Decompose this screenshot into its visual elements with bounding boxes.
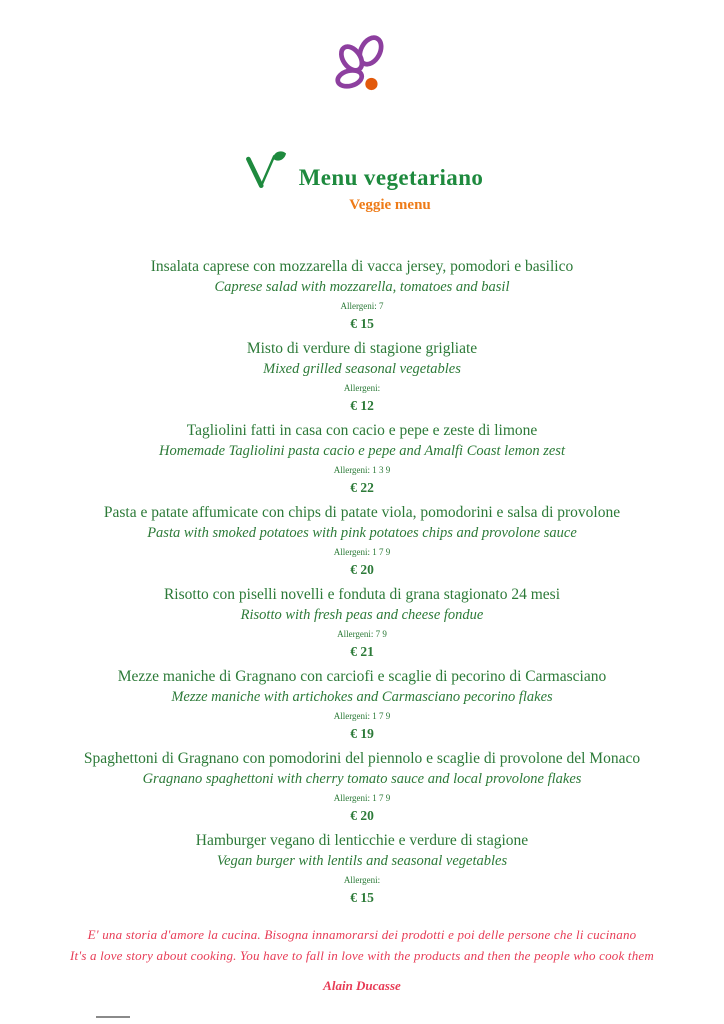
dish-name: Pasta e patate affumicate con chips di patate viola, pomodorini e salsa di provolone	[103, 504, 621, 521]
dish-translation: Caprese salad with mozzarella, tomatoes and basil	[214, 279, 510, 295]
quote-author: Alain Ducasse	[323, 978, 401, 993]
dish-translation: Mezze maniche with artichokes and Carmasciano pecorino flakes	[171, 689, 553, 705]
menu-header	[0, 149, 724, 214]
dish-allergens: Allergeni: 1 7 9	[333, 793, 391, 803]
dish-price: € 12	[350, 398, 374, 413]
menu-item	[0, 256, 724, 332]
dish-translation: Pasta with smoked potatoes with pink potatoes chips and provolone sauce	[147, 525, 577, 541]
dish-allergens: Allergeni: 1 7 9	[333, 711, 391, 721]
quote-italian: E' una storia d'amore la cucina. Bisogna innamorarsi dei prodotti e poi delle persone che li cucinano	[87, 927, 637, 942]
menu-title-row	[0, 149, 724, 193]
dish-allergens: Allergeni: 7 9	[337, 629, 387, 639]
restaurant-logo	[0, 0, 724, 105]
dish-translation: Vegan burger with lentils and seasonal vegetables	[216, 853, 508, 869]
dish-price: € 21	[350, 644, 374, 659]
menu-item	[0, 748, 724, 824]
vegetarian-v-leaf-icon	[241, 149, 287, 193]
menu-item	[0, 584, 724, 660]
dish-price: € 22	[350, 480, 374, 495]
dish-price: € 15	[350, 316, 374, 331]
menu-item	[0, 830, 724, 906]
dish-name: Tagliolini fatti in casa con cacio e pepe e zeste di limone	[186, 422, 538, 439]
menu-item	[0, 420, 724, 496]
menu-item	[0, 666, 724, 742]
dish-price: € 19	[350, 726, 374, 741]
page-bottom-mark	[96, 1016, 130, 1018]
dish-price: € 15	[350, 890, 374, 905]
dish-translation: Gragnano spaghettoni with cherry tomato sauce and local provolone flakes	[142, 771, 582, 787]
dish-name: Misto di verdure di stagione grigliate	[246, 340, 478, 357]
dish-translation: Homemade Tagliolini pasta cacio e pepe and Amalfi Coast lemon zest	[159, 443, 565, 459]
dish-name: Hamburger vegano di lenticchie e verdure di stagione	[195, 832, 529, 849]
page-subtitle: Veggie menu	[349, 197, 431, 213]
chef-quote	[0, 924, 724, 994]
dish-allergens: Allergeni: 1 7 9	[333, 547, 391, 557]
flower-logo-icon	[329, 87, 395, 104]
dish-price: € 20	[350, 808, 374, 823]
dish-translation: Risotto with fresh peas and cheese fondue	[240, 607, 484, 623]
dish-price: € 20	[350, 562, 374, 577]
dish-allergens: Allergeni:	[343, 383, 381, 393]
quote-english: It's a love story about cooking. You have to fall in love with the products and then the people who cook them	[70, 948, 654, 963]
dish-name: Spaghettoni di Gragnano con pomodorini del piennolo e scaglie di provolone del Monaco	[83, 750, 641, 767]
menu-item	[0, 502, 724, 578]
dish-name: Insalata caprese con mozzarella di vacca jersey, pomodori e basilico	[150, 258, 574, 275]
dish-allergens: Allergeni:	[343, 875, 381, 885]
dish-name: Mezze maniche di Gragnano con carciofi e scaglie di pecorino di Carmasciano	[117, 668, 607, 685]
dish-name: Risotto con piselli novelli e fonduta di grana stagionato 24 mesi	[163, 586, 561, 603]
dish-allergens: Allergeni: 7	[340, 301, 384, 311]
menu-item	[0, 338, 724, 414]
page-title: Menu vegetariano	[298, 165, 484, 190]
dish-translation: Mixed grilled seasonal vegetables	[263, 361, 461, 377]
dish-allergens: Allergeni: 1 3 9	[333, 465, 391, 475]
menu-item-list	[0, 256, 724, 906]
